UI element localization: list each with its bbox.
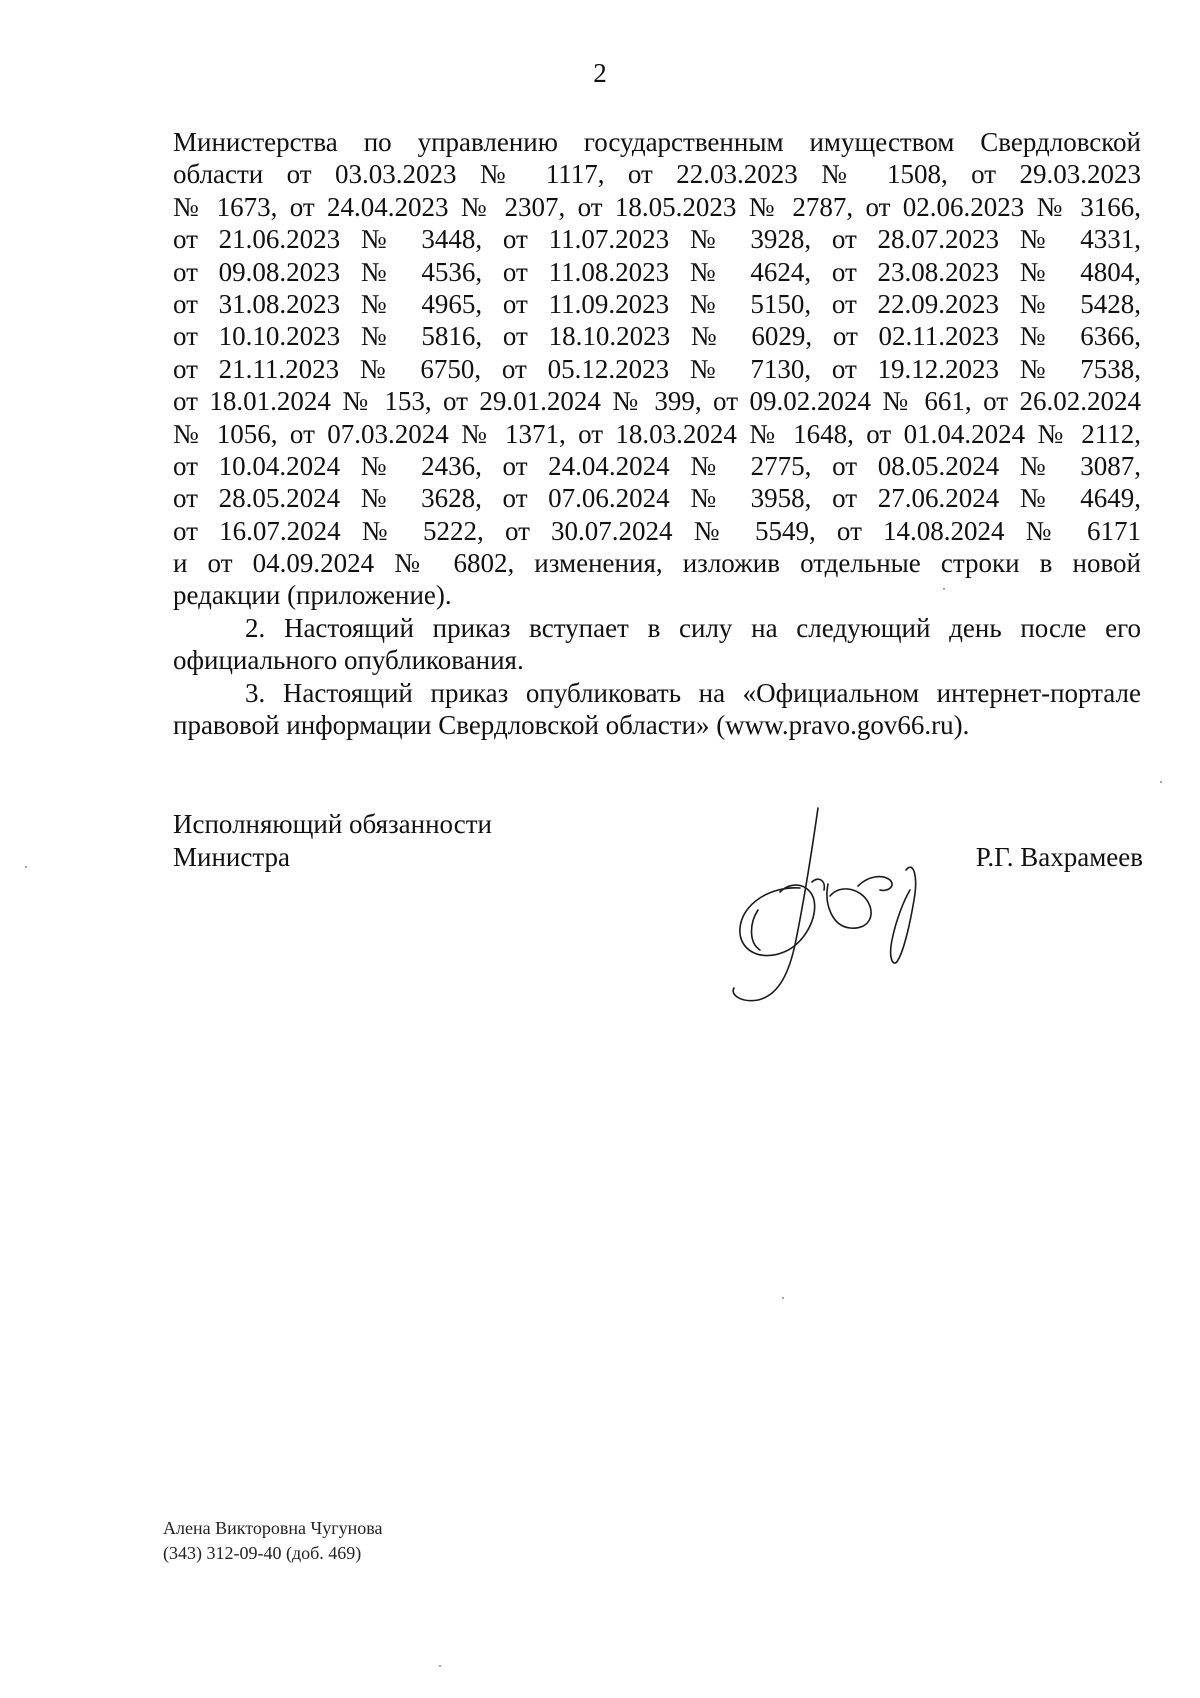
body-line: № 1673, от 24.04.2023 № 2307, от 18.05.2023 № 2787, от 02.06.2023 № 3166, (173, 191, 1141, 222)
body-line: от 16.07.2024 № 5222, от 30.07.2024 № 5549, от 14.08.2024 № 6171 (173, 515, 1141, 546)
paragraph-3-line: 3. Настоящий приказ опубликовать на «Официальном интернет-портале (245, 677, 1141, 708)
paragraph-2-line: официального опубликования. (173, 645, 524, 676)
signatory-position-line: Министра (173, 842, 290, 872)
body-line: редакции (приложение). (173, 580, 452, 611)
contact-info (163, 1516, 382, 1566)
body-line: от 10.04.2024 № 2436, от 24.04.2024 № 2775, от 08.05.2024 № 3087, (173, 450, 1141, 481)
body-line: от 18.01.2024 № 153, от 29.01.2024 № 399, от 09.02.2024 № 661, от 26.02.2024 (173, 386, 1141, 417)
body-line: и от 04.09.2024 № 6802, изменения, изложив отдельные строки в новой (173, 548, 1141, 579)
scan-speck (25, 866, 27, 868)
body-line: от 28.05.2024 № 3628, от 07.06.2024 № 3958, от 27.06.2024 № 4649, (173, 483, 1141, 514)
body-line: от 31.08.2023 № 4965, от 11.09.2023 № 5150, от 22.09.2023 № 5428, (173, 288, 1141, 319)
scan-speck (943, 588, 945, 590)
scan-speck (782, 1297, 784, 1299)
paragraph-2-line: 2. Настоящий приказ вступает в силу на следующий день после его (245, 612, 1141, 643)
body-line: от 09.08.2023 № 4536, от 11.08.2023 № 4624, от 23.08.2023 № 4804, (173, 256, 1141, 287)
paragraph-3-line: правовой информации Свердловской области» (www.pravo.gov66.ru). (173, 710, 970, 741)
contact-name: Алена Викторовна Чугунова (163, 1518, 383, 1538)
body-line: № 1056, от 07.03.2024 № 1371, от 18.03.2024 № 1648, от 01.04.2024 № 2112, (173, 418, 1141, 449)
body-line: области от 03.03.2023 № 1117, от 22.03.2023 № 1508, от 29.03.2023 (173, 159, 1141, 190)
body-line: Министерства по управлению государственным имуществом Свердловской (173, 127, 1141, 157)
signatory-position-line: Исполняющий обязанности (173, 809, 492, 839)
page-number: 2 (593, 58, 607, 88)
body-line: от 10.10.2023 № 5816, от 18.10.2023 № 6029, от 02.11.2023 № 6366, (173, 321, 1141, 352)
signatory-name: Р.Г. Вахрамеев (975, 842, 1143, 872)
body-line: от 21.11.2023 № 6750, от 05.12.2023 № 7130, от 19.12.2023 № 7538, (173, 353, 1141, 384)
body-line: от 21.06.2023 № 3448, от 11.07.2023 № 3928, от 28.07.2023 № 4331, (173, 224, 1141, 255)
scan-speck (439, 1665, 441, 1667)
signatory-position (173, 808, 492, 874)
scan-speck (1160, 781, 1162, 783)
contact-phone: (343) 312-09-40 (доб. 469) (163, 1543, 362, 1563)
handwritten-signature (700, 800, 940, 1010)
document-body (173, 126, 1141, 741)
